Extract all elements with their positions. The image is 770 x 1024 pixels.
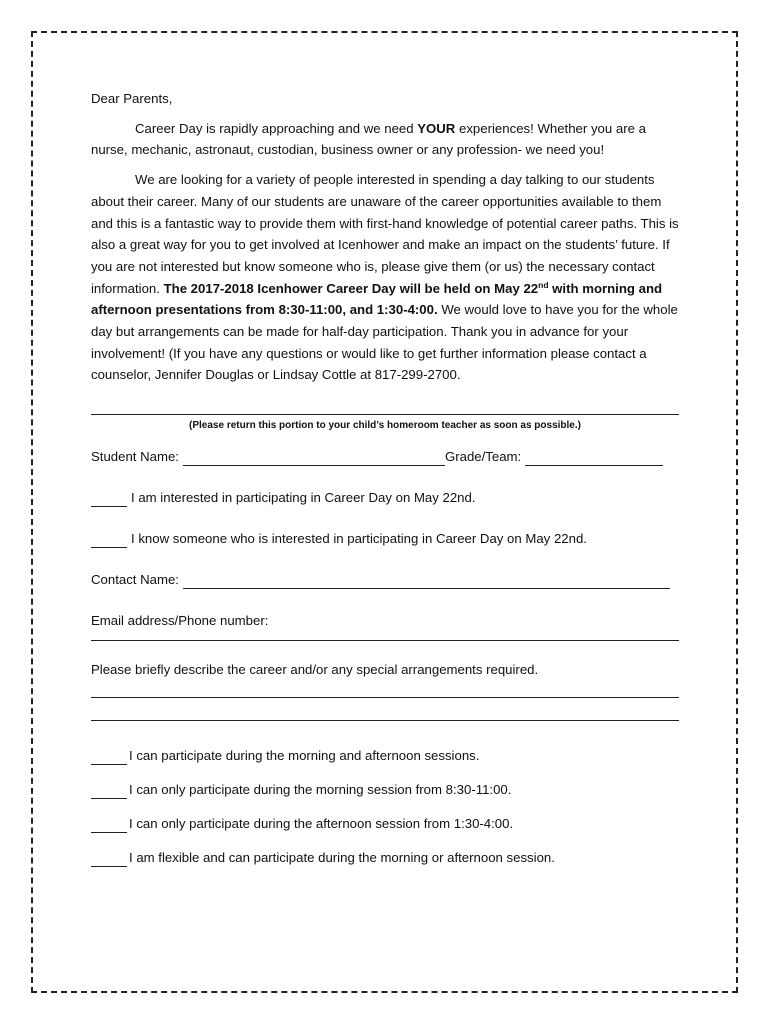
email-row	[91, 612, 679, 630]
interest-row-1	[91, 489, 679, 507]
describe-label: Please briefly describe the career and/or any special arrangements required.	[91, 662, 539, 678]
greeting: Dear Parents,	[91, 91, 173, 106]
describe-row	[91, 661, 679, 679]
option-row-2	[91, 781, 679, 799]
grade-team-label: Grade/Team:	[444, 449, 522, 465]
contact-name-field[interactable]	[183, 574, 670, 589]
option-row-1	[91, 747, 679, 765]
grade-team-field[interactable]	[525, 451, 663, 466]
interest-label-1: I am interested in participating in Career Day on May 22nd.	[131, 490, 476, 506]
describe-field-line-1[interactable]	[91, 697, 679, 698]
student-name-field[interactable]	[183, 451, 445, 466]
email-phone-field[interactable]	[91, 640, 679, 641]
option-label-2: I can only participate during the morning session from 8:30-11:00.	[129, 782, 512, 798]
contact-row	[91, 571, 679, 589]
describe-field-line-2[interactable]	[91, 720, 679, 721]
paragraph-details: We are looking for a variety of people interested in spending a day talking to our students about their career. Many of our students are unaware of the career opportunities available to them and this is a fantastic way to provide them with first-hand knowledge of potential career paths. This is also a great way for you to get involved at Icenhower and make an impact on the students’ future. If you are not interested but know someone who is, please give them (or us) the necessary contact information. The 2017-2018 Icenhower Career Day will be held on May 22nd with morning and afternoon presentations from 8:30-11:00, and 1:30-4:00. We would love to have you for the whole day but arrangements can be made for half-day participation. Thank you in advance for your involvement! (If you have any questions or would like to get further information please contact a counselor, Jennifer Douglas or Lindsay Cottle at 817-299-2700.	[91, 172, 679, 383]
option-checkbox-4[interactable]	[91, 852, 127, 867]
student-name-label: Student Name:	[91, 449, 179, 465]
student-row	[91, 448, 679, 466]
paragraph-intro: Career Day is rapidly approaching and we need YOUR experiences! Whether you are a nurse, mechanic, astronaut, custodian, business owner or any profession- we need you!	[91, 120, 646, 158]
interest-row-2	[91, 530, 679, 548]
interest-label-2: I know someone who is interested in participating in Career Day on May 22nd.	[131, 531, 587, 547]
interest-checkbox-1[interactable]	[91, 492, 127, 507]
cut-line	[91, 414, 679, 415]
option-label-4: I am flexible and can participate during the morning or afternoon session.	[129, 850, 555, 866]
option-label-1: I can participate during the morning and afternoon sessions.	[129, 748, 480, 764]
option-label-3: I can only participate during the afternoon session from 1:30-4:00.	[129, 816, 514, 832]
option-checkbox-2[interactable]	[91, 784, 127, 799]
option-checkbox-3[interactable]	[91, 818, 127, 833]
option-row-3	[91, 815, 679, 833]
email-phone-label: Email address/Phone number:	[91, 613, 269, 629]
interest-checkbox-2[interactable]	[91, 533, 127, 548]
option-checkbox-1[interactable]	[91, 750, 127, 765]
option-row-4	[91, 849, 679, 867]
letter-content	[91, 88, 679, 867]
return-note: (Please return this portion to your child’s homeroom teacher as soon as possible.)	[189, 420, 581, 432]
contact-name-label: Contact Name:	[91, 572, 179, 588]
